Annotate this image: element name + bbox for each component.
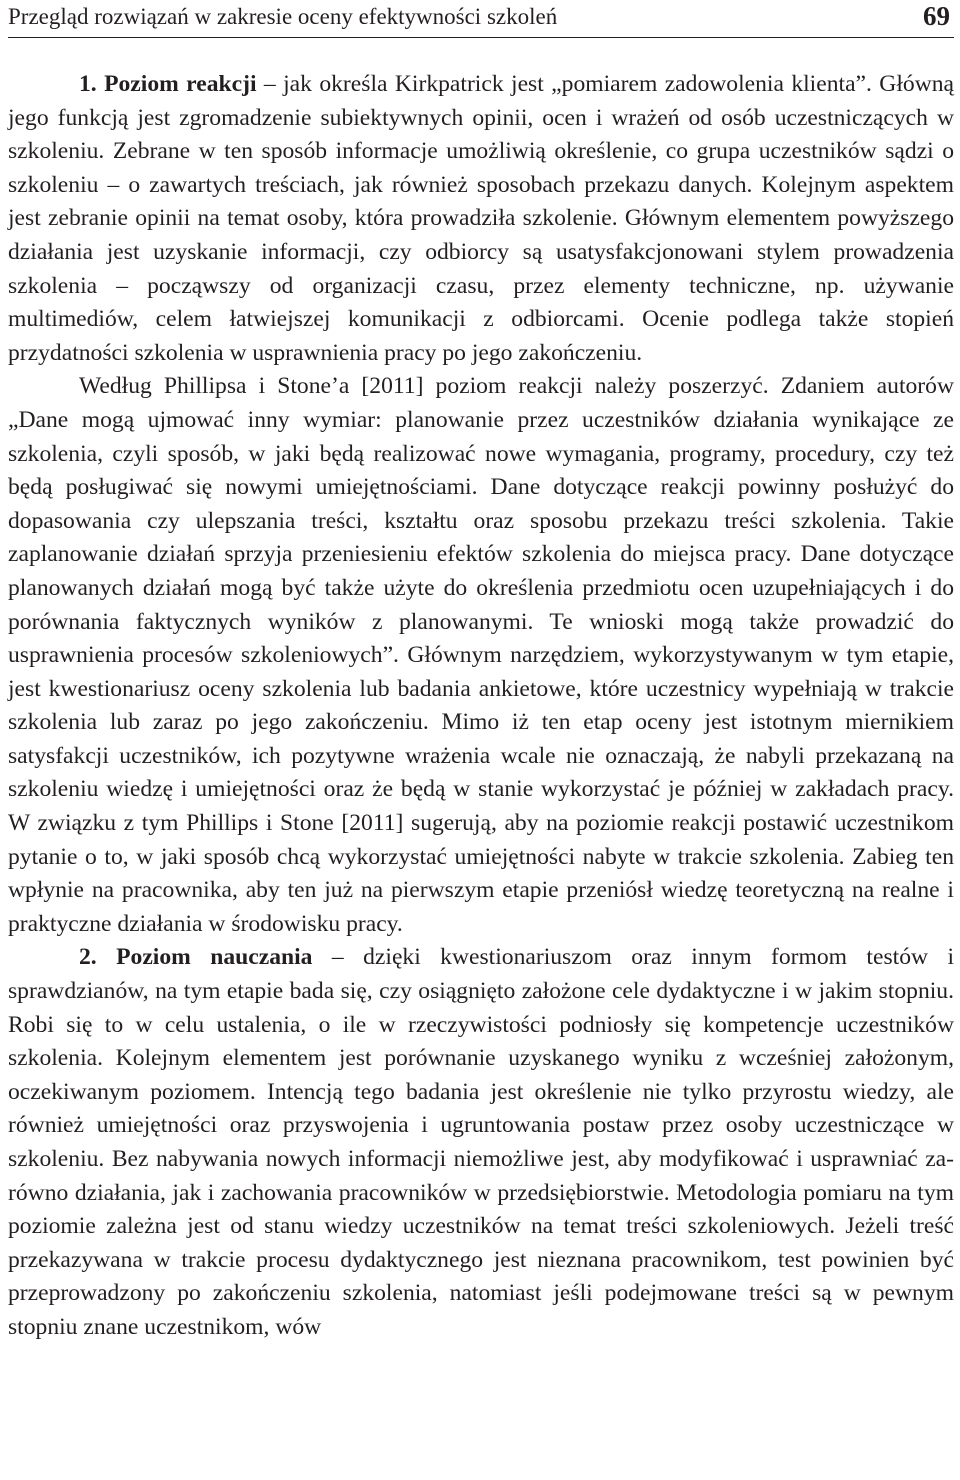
- paragraph-reaction-level: [8, 68, 954, 370]
- paragraph-text: – dzięki kwestionariuszom oraz innym formom testów i sprawdzianów, na tym etapie bada się, czy osiągnięto założone cele dydaktyczne i w jakim stopniu. Robi się to w celu ustalenia, o ile w rzeczywistości podniosły się kompetencje uczestników szkolenia. Kolejnym elementem jest porównanie uzyskanego wyniku z wcześniej założonym, oczekiwanym poziomem. Intencją tego badania jest określenie nie tylko przyrostu wiedzy, ale również umiejętności oraz przyswojenia i ugruntowania postaw przez osoby uczestniczące w szkoleniu. Bez nabywania nowych informacji niemożliwe jest, aby modyfikować i usprawniać zarówno działania, jak i zachowania pracowników w przedsiębiorstwie. Metodologia pomiaru na tym poziomie zależna jest od stanu wiedzy uczestników na temat treści szkoleniowych. Jeżeli treść przekazywana w trakcie procesu dydaktycznego jest nieznana pracownikom, test powinien być przeprowadzony po zakończeniu szkolenia, natomiast jeśli podejmowane treści są w pewnym stopniu znane uczestnikom, wów: [8, 944, 955, 1340]
- paragraph-learning-level: [8, 941, 954, 1344]
- paragraph-phillips-stone: [8, 370, 954, 941]
- document-page: [8, 0, 954, 1480]
- page-number: 69: [923, 1, 950, 31]
- running-header: [8, 0, 954, 38]
- paragraph-lead-learning-level: 2. Poziom nauczania: [79, 944, 313, 971]
- paragraph-text: – jak określa Kirkpatrick jest „pomiarem zadowolenia klienta”. Główną jego funkcją jest zgromadzenie subiektywnych opinii, ocen i wrażeń od osób uczestniczących w szkoleniu. Zebrane w ten sposób informacje umożliwią określenie, co grupa uczestników sądzi o szkoleniu – o zawartych treściach, jak również sposobach przekazu danych. Kolejnym aspektem jest zebranie opinii na temat osoby, która prowadziła szkolenie. Głównym elementem powyższego działania jest uzyskanie informacji, czy odbiorcy są usatysfakcjonowani stylem prowadzenia szkolenia – począwszy od organizacji czasu, przez elementy techniczne, np. używanie multimediów, celem łatwiejszej komunikacji z odbiorcami. Ocenie podlega także stopień przydatności szkolenia w usprawnienia pracy po jego zakończeniu.: [8, 71, 955, 366]
- paragraph-text: Według Phillipsa i Stone’a [2011] poziom reakcji należy poszerzyć. Zdaniem autorów „Dane mogą ujmować inny wymiar: planowanie przez uczestników działania wynikające ze szkolenia, czyli sposób, w jaki będą realizować nowe wymagania, programy, procedury, czy też będą posługiwać się nowymi umiejętnościami. Dane dotyczące reakcji powinny posłużyć do dopasowania czy ulepszania treści, kształtu oraz sposobu przekazu treści szkolenia. Takie zaplanowanie działań sprzyja przeniesieniu efektów szkolenia do miejsca pracy. Dane dotyczące planowanych działań mogą być także użyte do określenia przedmiotu ocen uzupełniających i do porównania faktycznych wyników z planowanymi. Te wnioski mogą także prowadzić do usprawnienia procesów szkoleniowych”. Głównym narzędziem, wykorzystywanym w tym etapie, jest kwestionariusz oceny szkolenia lub badania ankietowe, które uczestnicy wypełniają w trakcie szkolenia lub zaraz po jego zakończeniu. Mimo iż ten etap oceny jest istotnym miernikiem satysfakcji uczestników, ich pozytywne wrażenia wcale nie oznaczają, że nabyli przekazaną na szkoleniu wiedzę i umiejętności oraz że będą w stanie wykorzystać je później w zakładach pracy. W związku z tym Phillips i Stone [2011] sugerują, aby na poziomie reakcji postawić uczestnikom pytanie o to, w jaki sposób chcą wykorzystać umiejętności nabyte w trakcie szkolenia. Zabieg ten wpłynie na pracownika, aby ten już na pierwszym etapie przeniósł wiedzę teoretyczną na realne i praktyczne działania w środowisku pracy.: [8, 373, 954, 937]
- paragraph-lead-reaction-level: 1. Poziom reakcji: [79, 71, 257, 97]
- body-text: [8, 68, 954, 1345]
- running-header-title: Przegląd rozwiązań w zakresie oceny efektywności szkoleń: [8, 4, 558, 29]
